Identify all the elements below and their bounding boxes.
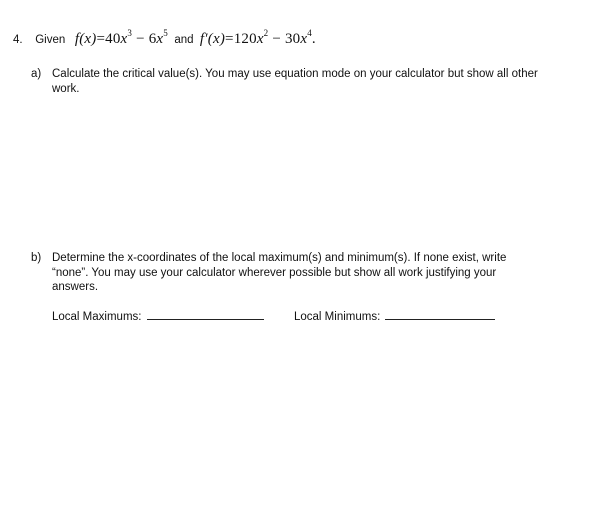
fprime-t1-exp: 2	[263, 28, 269, 38]
fprime-t2-var: x	[300, 31, 308, 47]
fprime-t2-exp: 4	[307, 28, 312, 38]
f-eq: =	[96, 31, 106, 47]
fprime-t1-var: x	[256, 31, 264, 47]
f-t2-var: x	[156, 31, 164, 47]
part-b	[31, 251, 551, 301]
f-minus: −	[136, 31, 145, 47]
part-b-text: Determine the x-coordinates of the local maximum(s) and minimum(s). If none exist, write “none”. You may use your calculator wherever possible but show all work justifying your answers.	[52, 252, 507, 293]
f-t2-coef: 6	[148, 31, 157, 47]
local-max-label: Local Maximums:	[52, 311, 142, 323]
local-min-label: Local Minimums:	[294, 311, 381, 323]
local-min-answer	[294, 309, 495, 323]
f-t1-coef: 40	[105, 31, 121, 47]
part-b-label: b)	[31, 252, 42, 264]
local-max-answer	[52, 309, 264, 323]
f-t1-exp: 3	[127, 28, 133, 38]
local-max-blank[interactable]	[147, 309, 264, 320]
local-min-blank[interactable]	[385, 309, 495, 320]
part-a-label: a)	[31, 68, 42, 80]
fprime-lhs: f′(x)	[199, 31, 226, 47]
question-header	[13, 28, 316, 48]
f-t1-var: x	[120, 31, 128, 47]
fprime-eq: =	[225, 31, 234, 47]
end-period: .	[311, 31, 316, 47]
function-fprime	[199, 28, 316, 47]
and-word: and	[174, 34, 194, 46]
fprime-t1-coef: 120	[233, 31, 257, 47]
f-t2-exp: 5	[163, 28, 168, 38]
given-word: Given	[35, 34, 66, 46]
fprime-t2-coef: 30	[284, 31, 301, 47]
fprime-minus: −	[272, 31, 281, 47]
part-a-text: Calculate the critical value(s). You may use equation mode on your calculator but show all other work.	[52, 68, 538, 95]
part-a	[31, 67, 551, 107]
f-lhs: f(x)	[74, 31, 97, 47]
function-f	[74, 28, 168, 47]
question-number: 4.	[13, 34, 23, 46]
